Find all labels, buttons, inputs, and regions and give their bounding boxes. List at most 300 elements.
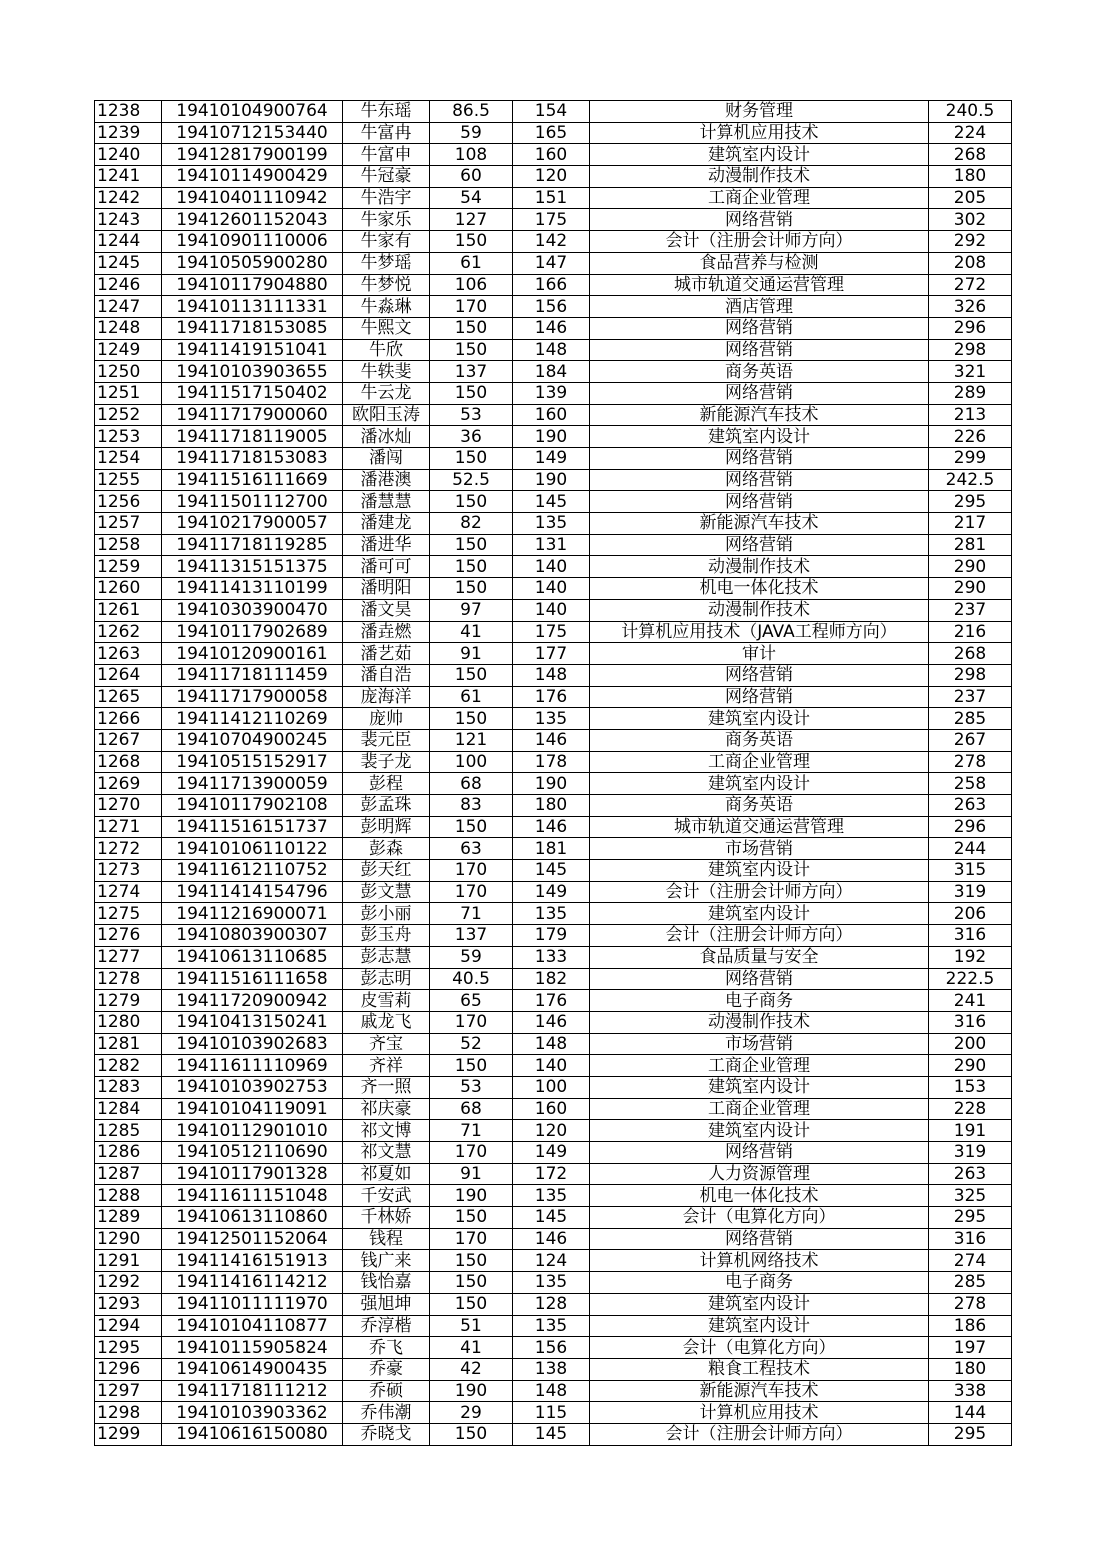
score-1-cell: 65 xyxy=(430,990,513,1012)
total-score-cell: 205 xyxy=(929,187,1012,209)
exam-id-cell: 19411416151913 xyxy=(162,1250,343,1272)
total-score-cell: 224 xyxy=(929,122,1012,144)
total-score-cell: 296 xyxy=(929,317,1012,339)
score-2-cell: 146 xyxy=(513,729,590,751)
student-name-cell: 乔淳楷 xyxy=(343,1315,430,1337)
student-name-cell: 欧阳玉涛 xyxy=(343,404,430,426)
student-name-cell: 潘明阳 xyxy=(343,578,430,600)
table-row xyxy=(95,252,1012,274)
row-number-cell: 1299 xyxy=(95,1423,162,1445)
exam-id-cell: 19410614900435 xyxy=(162,1358,343,1380)
total-score-cell: 316 xyxy=(929,925,1012,947)
exam-id-cell: 19411718153083 xyxy=(162,448,343,470)
score-table-body xyxy=(95,101,1012,1446)
row-number-cell: 1253 xyxy=(95,426,162,448)
exam-id-cell: 19411516111658 xyxy=(162,968,343,990)
score-2-cell: 135 xyxy=(513,513,590,535)
score-2-cell: 148 xyxy=(513,664,590,686)
score-2-cell: 160 xyxy=(513,404,590,426)
score-2-cell: 146 xyxy=(513,317,590,339)
table-row xyxy=(95,274,1012,296)
score-1-cell: 150 xyxy=(430,816,513,838)
row-number-cell: 1244 xyxy=(95,231,162,253)
table-row xyxy=(95,166,1012,188)
score-1-cell: 121 xyxy=(430,729,513,751)
table-row xyxy=(95,925,1012,947)
student-name-cell: 祁文慧 xyxy=(343,1142,430,1164)
row-number-cell: 1290 xyxy=(95,1228,162,1250)
score-1-cell: 137 xyxy=(430,361,513,383)
total-score-cell: 222.5 xyxy=(929,968,1012,990)
student-name-cell: 乔豪 xyxy=(343,1358,430,1380)
score-1-cell: 68 xyxy=(430,773,513,795)
score-2-cell: 145 xyxy=(513,491,590,513)
student-name-cell: 齐宝 xyxy=(343,1033,430,1055)
major-cell: 计算机应用技术 xyxy=(590,122,929,144)
exam-id-cell: 19410217900057 xyxy=(162,513,343,535)
score-2-cell: 142 xyxy=(513,231,590,253)
table-row xyxy=(95,578,1012,600)
major-cell: 建筑室内设计 xyxy=(590,1076,929,1098)
major-cell: 建筑室内设计 xyxy=(590,903,929,925)
score-1-cell: 150 xyxy=(430,1055,513,1077)
student-name-cell: 牛家有 xyxy=(343,231,430,253)
student-name-cell: 庞帅 xyxy=(343,708,430,730)
exam-id-cell: 19412601152043 xyxy=(162,209,343,231)
score-2-cell: 135 xyxy=(513,1315,590,1337)
exam-id-cell: 19410103903362 xyxy=(162,1402,343,1424)
score-1-cell: 127 xyxy=(430,209,513,231)
major-cell: 会计（注册会计师方向） xyxy=(590,231,929,253)
row-number-cell: 1247 xyxy=(95,296,162,318)
total-score-cell: 241 xyxy=(929,990,1012,1012)
major-cell: 机电一体化技术 xyxy=(590,578,929,600)
total-score-cell: 186 xyxy=(929,1315,1012,1337)
student-name-cell: 潘闯 xyxy=(343,448,430,470)
table-row xyxy=(95,838,1012,860)
score-1-cell: 150 xyxy=(430,1272,513,1294)
score-2-cell: 175 xyxy=(513,621,590,643)
total-score-cell: 244 xyxy=(929,838,1012,860)
table-row xyxy=(95,990,1012,1012)
exam-id-cell: 19411413110199 xyxy=(162,578,343,600)
score-1-cell: 190 xyxy=(430,1380,513,1402)
total-score-cell: 316 xyxy=(929,1011,1012,1033)
row-number-cell: 1263 xyxy=(95,643,162,665)
major-cell: 建筑室内设计 xyxy=(590,773,929,795)
score-1-cell: 61 xyxy=(430,686,513,708)
exam-id-cell: 19410901110006 xyxy=(162,231,343,253)
major-cell: 网络营销 xyxy=(590,382,929,404)
total-score-cell: 315 xyxy=(929,860,1012,882)
score-1-cell: 63 xyxy=(430,838,513,860)
score-1-cell: 150 xyxy=(430,317,513,339)
row-number-cell: 1283 xyxy=(95,1076,162,1098)
score-2-cell: 154 xyxy=(513,101,590,123)
score-2-cell: 178 xyxy=(513,751,590,773)
score-2-cell: 190 xyxy=(513,426,590,448)
total-score-cell: 272 xyxy=(929,274,1012,296)
major-cell: 城市轨道交通运营管理 xyxy=(590,816,929,838)
exam-id-cell: 19411517150402 xyxy=(162,382,343,404)
student-name-cell: 千安武 xyxy=(343,1185,430,1207)
total-score-cell: 292 xyxy=(929,231,1012,253)
score-2-cell: 146 xyxy=(513,1011,590,1033)
table-row xyxy=(95,448,1012,470)
exam-id-cell: 19410616150080 xyxy=(162,1423,343,1445)
table-row xyxy=(95,361,1012,383)
student-name-cell: 彭志明 xyxy=(343,968,430,990)
score-table xyxy=(94,100,1012,1446)
score-1-cell: 150 xyxy=(430,578,513,600)
student-name-cell: 牛富申 xyxy=(343,144,430,166)
total-score-cell: 268 xyxy=(929,144,1012,166)
major-cell: 食品质量与安全 xyxy=(590,946,929,968)
row-number-cell: 1297 xyxy=(95,1380,162,1402)
row-number-cell: 1271 xyxy=(95,816,162,838)
exam-id-cell: 19410104119091 xyxy=(162,1098,343,1120)
score-2-cell: 138 xyxy=(513,1358,590,1380)
total-score-cell: 274 xyxy=(929,1250,1012,1272)
score-1-cell: 91 xyxy=(430,643,513,665)
student-name-cell: 祁文博 xyxy=(343,1120,430,1142)
exam-id-cell: 19411718119285 xyxy=(162,534,343,556)
student-name-cell: 钱广来 xyxy=(343,1250,430,1272)
student-name-cell: 潘冰灿 xyxy=(343,426,430,448)
major-cell: 动漫制作技术 xyxy=(590,166,929,188)
score-2-cell: 184 xyxy=(513,361,590,383)
table-row xyxy=(95,1142,1012,1164)
student-name-cell: 乔硕 xyxy=(343,1380,430,1402)
table-row xyxy=(95,1163,1012,1185)
score-2-cell: 133 xyxy=(513,946,590,968)
total-score-cell: 299 xyxy=(929,448,1012,470)
exam-id-cell: 19410505900280 xyxy=(162,252,343,274)
score-2-cell: 145 xyxy=(513,1423,590,1445)
table-row xyxy=(95,1228,1012,1250)
row-number-cell: 1295 xyxy=(95,1337,162,1359)
score-1-cell: 190 xyxy=(430,1185,513,1207)
score-2-cell: 149 xyxy=(513,448,590,470)
score-1-cell: 150 xyxy=(430,534,513,556)
major-cell: 审计 xyxy=(590,643,929,665)
score-1-cell: 97 xyxy=(430,599,513,621)
score-1-cell: 150 xyxy=(430,491,513,513)
table-row xyxy=(95,231,1012,253)
table-row xyxy=(95,946,1012,968)
exam-id-cell: 19411315151375 xyxy=(162,556,343,578)
total-score-cell: 258 xyxy=(929,773,1012,795)
exam-id-cell: 19410613110860 xyxy=(162,1207,343,1229)
row-number-cell: 1246 xyxy=(95,274,162,296)
student-name-cell: 庞海洋 xyxy=(343,686,430,708)
score-2-cell: 149 xyxy=(513,1142,590,1164)
row-number-cell: 1243 xyxy=(95,209,162,231)
table-row xyxy=(95,1250,1012,1272)
row-number-cell: 1294 xyxy=(95,1315,162,1337)
score-2-cell: 146 xyxy=(513,1228,590,1250)
total-score-cell: 316 xyxy=(929,1228,1012,1250)
student-name-cell: 牛熙文 xyxy=(343,317,430,339)
score-2-cell: 166 xyxy=(513,274,590,296)
row-number-cell: 1259 xyxy=(95,556,162,578)
exam-id-cell: 19411718111459 xyxy=(162,664,343,686)
row-number-cell: 1249 xyxy=(95,339,162,361)
table-row xyxy=(95,1011,1012,1033)
total-score-cell: 144 xyxy=(929,1402,1012,1424)
score-2-cell: 128 xyxy=(513,1293,590,1315)
student-name-cell: 牛梦瑶 xyxy=(343,252,430,274)
major-cell: 网络营销 xyxy=(590,1228,929,1250)
score-1-cell: 53 xyxy=(430,404,513,426)
major-cell: 市场营销 xyxy=(590,1033,929,1055)
student-name-cell: 千林娇 xyxy=(343,1207,430,1229)
row-number-cell: 1254 xyxy=(95,448,162,470)
table-row xyxy=(95,1055,1012,1077)
total-score-cell: 240.5 xyxy=(929,101,1012,123)
table-row xyxy=(95,968,1012,990)
total-score-cell: 338 xyxy=(929,1380,1012,1402)
row-number-cell: 1252 xyxy=(95,404,162,426)
score-1-cell: 86.5 xyxy=(430,101,513,123)
row-number-cell: 1285 xyxy=(95,1120,162,1142)
student-name-cell: 乔伟潮 xyxy=(343,1402,430,1424)
exam-id-cell: 19410117901328 xyxy=(162,1163,343,1185)
score-2-cell: 140 xyxy=(513,599,590,621)
total-score-cell: 321 xyxy=(929,361,1012,383)
row-number-cell: 1241 xyxy=(95,166,162,188)
table-row xyxy=(95,1120,1012,1142)
student-name-cell: 潘艺茹 xyxy=(343,643,430,665)
table-row xyxy=(95,1272,1012,1294)
score-1-cell: 150 xyxy=(430,1293,513,1315)
row-number-cell: 1261 xyxy=(95,599,162,621)
total-score-cell: 278 xyxy=(929,1293,1012,1315)
score-2-cell: 182 xyxy=(513,968,590,990)
student-name-cell: 牛云龙 xyxy=(343,382,430,404)
table-row xyxy=(95,1033,1012,1055)
major-cell: 粮食工程技术 xyxy=(590,1358,929,1380)
score-1-cell: 36 xyxy=(430,426,513,448)
student-name-cell: 彭小丽 xyxy=(343,903,430,925)
table-row xyxy=(95,686,1012,708)
major-cell: 财务管理 xyxy=(590,101,929,123)
major-cell: 食品营养与检测 xyxy=(590,252,929,274)
row-number-cell: 1278 xyxy=(95,968,162,990)
table-row xyxy=(95,426,1012,448)
score-2-cell: 156 xyxy=(513,296,590,318)
total-score-cell: 263 xyxy=(929,795,1012,817)
total-score-cell: 298 xyxy=(929,664,1012,686)
table-row xyxy=(95,860,1012,882)
table-row xyxy=(95,1315,1012,1337)
exam-id-cell: 19411011111970 xyxy=(162,1293,343,1315)
table-row xyxy=(95,816,1012,838)
score-2-cell: 145 xyxy=(513,860,590,882)
student-name-cell: 潘慧慧 xyxy=(343,491,430,513)
score-1-cell: 59 xyxy=(430,122,513,144)
student-name-cell: 彭玉舟 xyxy=(343,925,430,947)
exam-id-cell: 19410114900429 xyxy=(162,166,343,188)
score-2-cell: 145 xyxy=(513,1207,590,1229)
score-1-cell: 52 xyxy=(430,1033,513,1055)
row-number-cell: 1275 xyxy=(95,903,162,925)
score-1-cell: 60 xyxy=(430,166,513,188)
exam-id-cell: 19411216900071 xyxy=(162,903,343,925)
row-number-cell: 1298 xyxy=(95,1402,162,1424)
score-2-cell: 140 xyxy=(513,556,590,578)
row-number-cell: 1296 xyxy=(95,1358,162,1380)
major-cell: 会计（注册会计师方向） xyxy=(590,925,929,947)
score-2-cell: 165 xyxy=(513,122,590,144)
score-2-cell: 190 xyxy=(513,773,590,795)
student-name-cell: 牛冠豪 xyxy=(343,166,430,188)
row-number-cell: 1250 xyxy=(95,361,162,383)
total-score-cell: 319 xyxy=(929,881,1012,903)
table-row xyxy=(95,1185,1012,1207)
score-2-cell: 140 xyxy=(513,1055,590,1077)
student-name-cell: 祁夏如 xyxy=(343,1163,430,1185)
major-cell: 建筑室内设计 xyxy=(590,426,929,448)
total-score-cell: 278 xyxy=(929,751,1012,773)
score-2-cell: 181 xyxy=(513,838,590,860)
exam-id-cell: 19410117902108 xyxy=(162,795,343,817)
exam-id-cell: 19410117902689 xyxy=(162,621,343,643)
exam-id-cell: 19411412110269 xyxy=(162,708,343,730)
table-row xyxy=(95,751,1012,773)
major-cell: 建筑室内设计 xyxy=(590,1293,929,1315)
score-2-cell: 179 xyxy=(513,925,590,947)
table-row xyxy=(95,599,1012,621)
score-1-cell: 150 xyxy=(430,556,513,578)
table-row xyxy=(95,1337,1012,1359)
major-cell: 酒店管理 xyxy=(590,296,929,318)
exam-id-cell: 19411416114212 xyxy=(162,1272,343,1294)
score-1-cell: 71 xyxy=(430,1120,513,1142)
major-cell: 城市轨道交通运营管理 xyxy=(590,274,929,296)
table-row xyxy=(95,881,1012,903)
row-number-cell: 1260 xyxy=(95,578,162,600)
table-row xyxy=(95,1207,1012,1229)
score-1-cell: 170 xyxy=(430,1142,513,1164)
student-name-cell: 彭明辉 xyxy=(343,816,430,838)
student-name-cell: 牛轶斐 xyxy=(343,361,430,383)
student-name-cell: 强旭坤 xyxy=(343,1293,430,1315)
student-name-cell: 牛家乐 xyxy=(343,209,430,231)
table-row xyxy=(95,339,1012,361)
score-1-cell: 68 xyxy=(430,1098,513,1120)
row-number-cell: 1255 xyxy=(95,469,162,491)
student-name-cell: 彭程 xyxy=(343,773,430,795)
score-1-cell: 82 xyxy=(430,513,513,535)
table-row xyxy=(95,122,1012,144)
total-score-cell: 208 xyxy=(929,252,1012,274)
row-number-cell: 1286 xyxy=(95,1142,162,1164)
row-number-cell: 1238 xyxy=(95,101,162,123)
major-cell: 会计（注册会计师方向） xyxy=(590,881,929,903)
major-cell: 网络营销 xyxy=(590,339,929,361)
student-name-cell: 乔晓戈 xyxy=(343,1423,430,1445)
total-score-cell: 298 xyxy=(929,339,1012,361)
row-number-cell: 1262 xyxy=(95,621,162,643)
exam-id-cell: 19410106110122 xyxy=(162,838,343,860)
major-cell: 商务英语 xyxy=(590,729,929,751)
total-score-cell: 295 xyxy=(929,491,1012,513)
major-cell: 会计（注册会计师方向） xyxy=(590,1423,929,1445)
score-2-cell: 120 xyxy=(513,166,590,188)
row-number-cell: 1293 xyxy=(95,1293,162,1315)
score-2-cell: 100 xyxy=(513,1076,590,1098)
row-number-cell: 1270 xyxy=(95,795,162,817)
exam-id-cell: 19410512110690 xyxy=(162,1142,343,1164)
major-cell: 网络营销 xyxy=(590,448,929,470)
score-1-cell: 170 xyxy=(430,296,513,318)
exam-id-cell: 19411713900059 xyxy=(162,773,343,795)
major-cell: 工商企业管理 xyxy=(590,1098,929,1120)
score-2-cell: 147 xyxy=(513,252,590,274)
score-1-cell: 150 xyxy=(430,382,513,404)
major-cell: 网络营销 xyxy=(590,209,929,231)
major-cell: 新能源汽车技术 xyxy=(590,404,929,426)
score-2-cell: 176 xyxy=(513,990,590,1012)
student-name-cell: 钱程 xyxy=(343,1228,430,1250)
exam-id-cell: 19411516151737 xyxy=(162,816,343,838)
score-1-cell: 54 xyxy=(430,187,513,209)
major-cell: 建筑室内设计 xyxy=(590,144,929,166)
exam-id-cell: 19410115905824 xyxy=(162,1337,343,1359)
major-cell: 电子商务 xyxy=(590,990,929,1012)
score-2-cell: 146 xyxy=(513,816,590,838)
table-row xyxy=(95,643,1012,665)
table-row xyxy=(95,621,1012,643)
score-1-cell: 170 xyxy=(430,1011,513,1033)
row-number-cell: 1248 xyxy=(95,317,162,339)
row-number-cell: 1276 xyxy=(95,925,162,947)
score-1-cell: 41 xyxy=(430,621,513,643)
student-name-cell: 乔飞 xyxy=(343,1337,430,1359)
table-row xyxy=(95,795,1012,817)
major-cell: 会计（电算化方向） xyxy=(590,1207,929,1229)
table-row xyxy=(95,534,1012,556)
exam-id-cell: 19411611151048 xyxy=(162,1185,343,1207)
score-2-cell: 172 xyxy=(513,1163,590,1185)
score-2-cell: 156 xyxy=(513,1337,590,1359)
total-score-cell: 216 xyxy=(929,621,1012,643)
major-cell: 新能源汽车技术 xyxy=(590,1380,929,1402)
total-score-cell: 180 xyxy=(929,1358,1012,1380)
table-row xyxy=(95,1098,1012,1120)
score-2-cell: 135 xyxy=(513,903,590,925)
exam-id-cell: 19410803900307 xyxy=(162,925,343,947)
score-2-cell: 177 xyxy=(513,643,590,665)
major-cell: 计算机应用技术 xyxy=(590,1402,929,1424)
student-name-cell: 祁庆豪 xyxy=(343,1098,430,1120)
total-score-cell: 285 xyxy=(929,708,1012,730)
score-1-cell: 108 xyxy=(430,144,513,166)
row-number-cell: 1273 xyxy=(95,860,162,882)
score-1-cell: 61 xyxy=(430,252,513,274)
score-1-cell: 150 xyxy=(430,339,513,361)
table-row xyxy=(95,209,1012,231)
row-number-cell: 1265 xyxy=(95,686,162,708)
exam-id-cell: 19411718119005 xyxy=(162,426,343,448)
exam-id-cell: 19410104110877 xyxy=(162,1315,343,1337)
major-cell: 人力资源管理 xyxy=(590,1163,929,1185)
table-row xyxy=(95,1423,1012,1445)
score-1-cell: 106 xyxy=(430,274,513,296)
total-score-cell: 268 xyxy=(929,643,1012,665)
table-row xyxy=(95,144,1012,166)
